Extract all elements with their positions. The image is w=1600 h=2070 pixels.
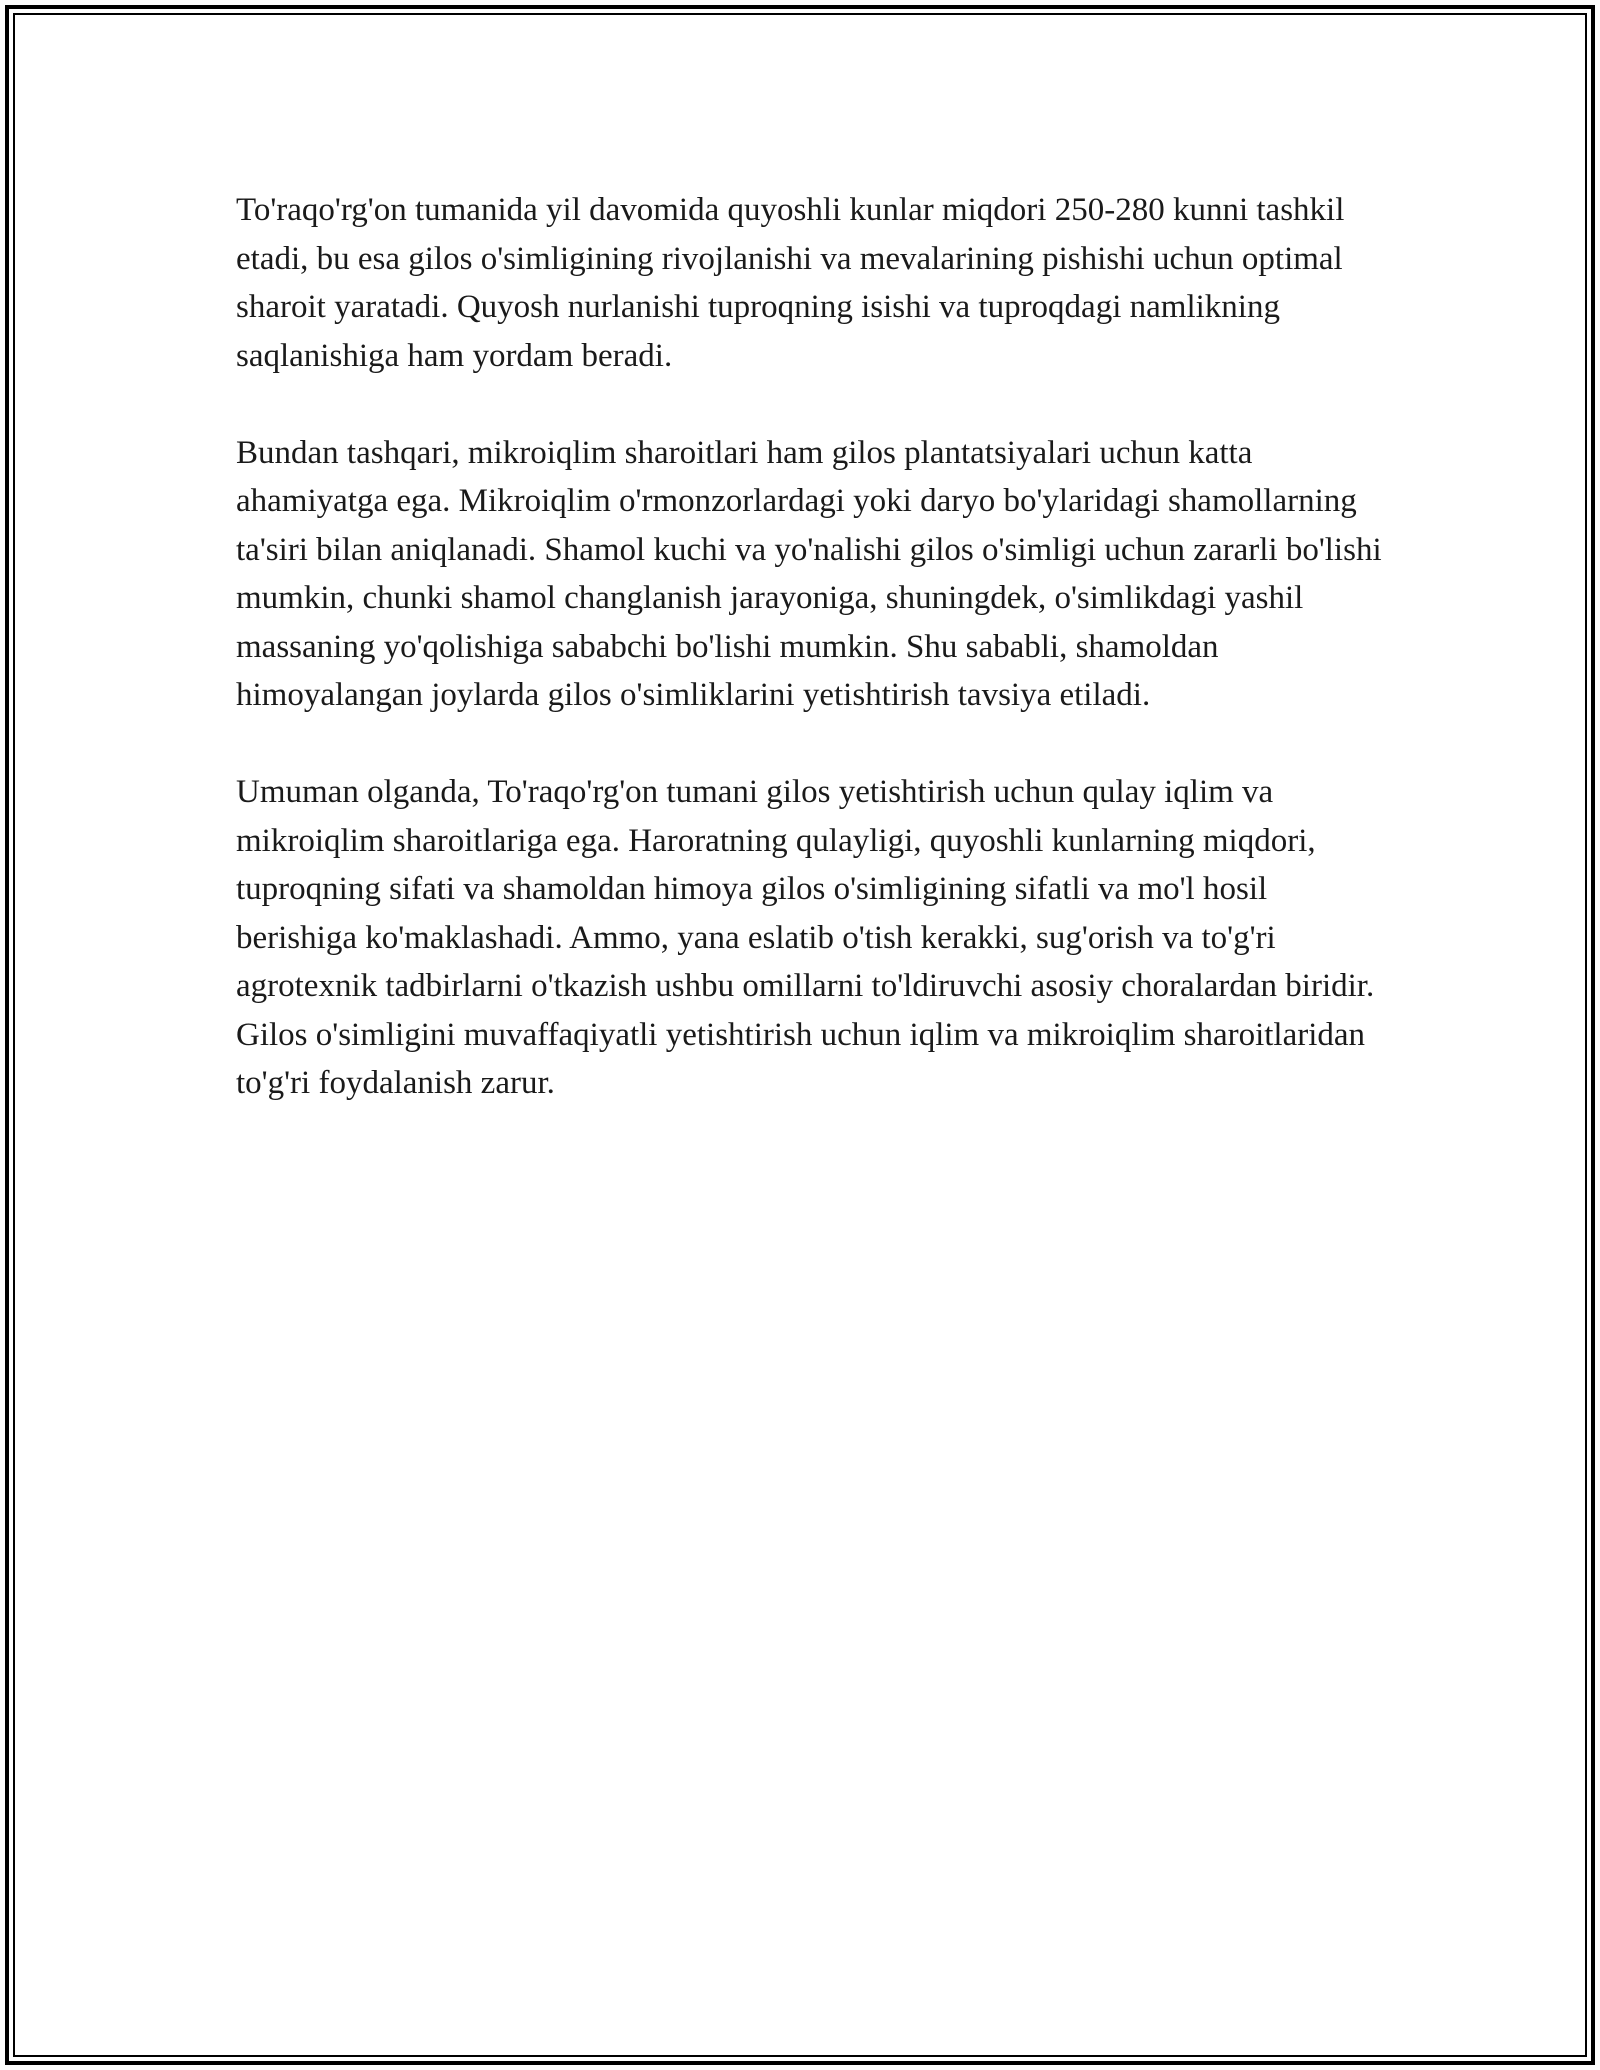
document-body — [236, 186, 1386, 1156]
paragraph-2: Bundan tashqari, mikroiqlim sharoitlari ham gilos plantatsiyalari uchun katta ahamiyatga ega. Mikroiqlim o'rmonzorlardagi yoki daryo bo'ylaridagi shamollarning ta'siri bilan aniqlanadi. Shamol kuchi va yo'nalishi gilos o'simligi uchun zararli bo'lishi mumkin, chunki shamol changlanish jarayoniga, shuningdek, o'simlikdagi yashil massaning yo'qolishiga sababchi bo'lishi mumkin. Shu sababli, shamoldan himoyalangan joylarda gilos o'simliklarini yetishtirish tavsiya etiladi. — [236, 434, 1382, 713]
paragraph-1: To'raqo'rg'on tumanida yil davomida quyoshli kunlar miqdori 250-280 kunni tashkil etadi, bu esa gilos o'simligining rivojlanishi va mevalarining pishishi uchun optimal sharoit yaratadi. Quyosh nurlanishi tuproqning isishi va tuproqdagi namlikning saqlanishiga ham yordam beradi. — [236, 192, 1345, 374]
paragraph-3: Umuman olganda, To'raqo'rg'on tumani gilos yetishtirish uchun qulay iqlim va mikroiqlim sharoitlariga ega. Haroratning qulayligi, quyoshli kunlarning miqdori, tuproqning sifati va shamoldan himoya gilos o'simligining sifatli va mo'l hosil berishiga ko'maklashadi. Ammo, yana eslatib o'tish kerakki, sug'orish va to'g'ri agrotexnik tadbirlarni o'tkazish ushbu omillarni to'ldiruvchi asosiy choralardan biridir. Gilos o'simligini muvaffaqiyatli yetishtirish uchun iqlim va mikroiqlim sharoitlaridan to'g'ri foydalanish zarur. — [236, 774, 1375, 1101]
